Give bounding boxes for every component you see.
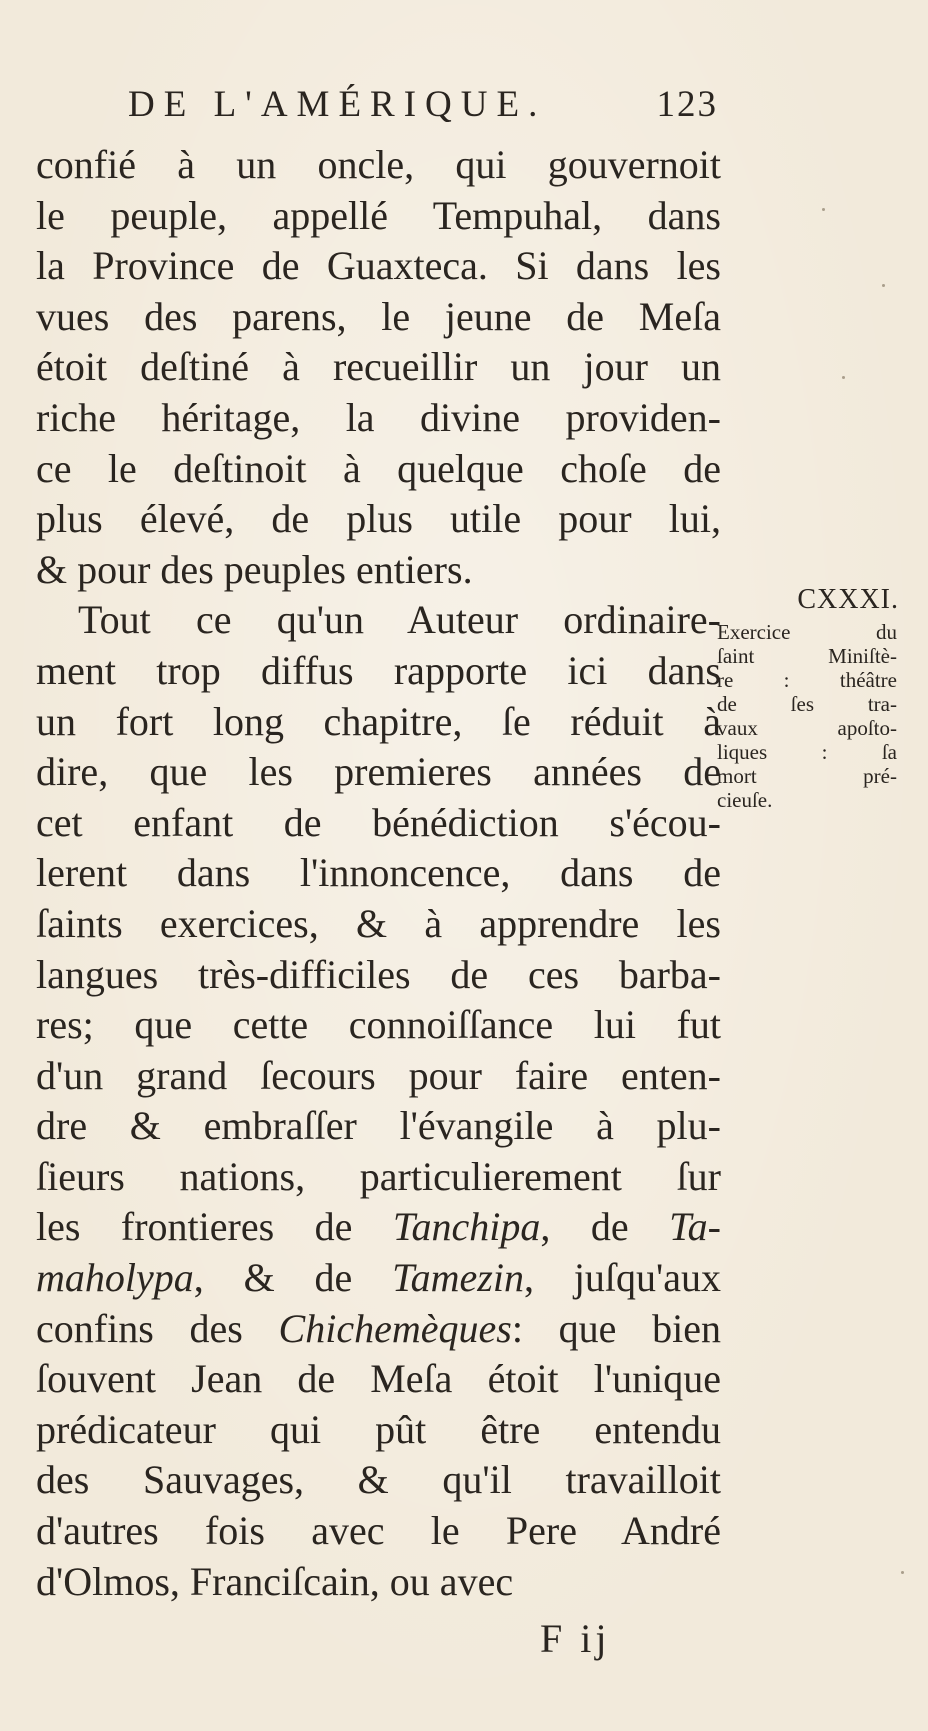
text-line bbox=[36, 1506, 721, 1557]
text-line bbox=[36, 595, 721, 646]
text-segment: étoit deſtiné à recueillir un jour un bbox=[36, 344, 721, 390]
margin-note-line: liques : ſa bbox=[717, 740, 897, 764]
text-segment: lerent dans l'innoncence, dans de bbox=[36, 850, 721, 896]
text-segment: dire, que les premieres années de bbox=[36, 749, 721, 795]
text-line bbox=[36, 899, 721, 950]
text-line bbox=[36, 697, 721, 748]
text-line bbox=[36, 241, 721, 292]
text-segment: d'autres fois avec le Pere André bbox=[36, 1508, 721, 1554]
text-line bbox=[36, 292, 721, 343]
text-segment: ce le deſtinoit à quelque choſe de bbox=[36, 445, 721, 491]
text-line bbox=[36, 646, 721, 697]
text-line bbox=[36, 950, 721, 1001]
text-line bbox=[36, 1000, 721, 1051]
text-segment: cet enfant de bénédiction s'écou- bbox=[36, 799, 721, 845]
text-line bbox=[36, 1304, 721, 1355]
text-line bbox=[36, 747, 721, 798]
text-segment: prédicateur qui pût être entendu bbox=[36, 1406, 721, 1452]
text-segment: confié à un oncle, qui gouvernoit bbox=[36, 142, 721, 187]
text-line bbox=[36, 1455, 721, 1506]
signature-mark: F ij bbox=[540, 1616, 611, 1661]
text-segment: dre & embraſſer l'évangile à plu- bbox=[36, 1103, 721, 1149]
text-segment: des Sauvages, & qu'il travailloit bbox=[36, 1457, 721, 1503]
text-line bbox=[36, 1354, 721, 1405]
margin-note-line: Exercice du bbox=[717, 620, 897, 644]
margin-note-text bbox=[717, 620, 907, 812]
margin-note-line: re : théâtre bbox=[717, 668, 897, 692]
margin-note bbox=[717, 580, 907, 812]
text-segment: plus élevé, de plus utile pour lui, bbox=[36, 496, 721, 542]
text-segment: ſouvent Jean de Meſa étoit l'unique bbox=[36, 1356, 721, 1402]
text-segment: Tout ce qu'un Auteur ordinaire- bbox=[78, 597, 721, 643]
page-number: 123 bbox=[656, 84, 718, 125]
text-segment: d'un grand ſecours pour faire enten- bbox=[36, 1052, 721, 1098]
text-line bbox=[36, 545, 721, 596]
text-segment: : que bien bbox=[511, 1305, 722, 1351]
text-segment: langues très-difficiles de ces barba- bbox=[36, 951, 721, 997]
text-segment: ſaints exercices, & à apprendre les bbox=[36, 900, 721, 946]
text-segment: ment trop diffus rapporte ici dans bbox=[36, 647, 721, 693]
text-segment: ſieurs nations, particulierement ſur bbox=[36, 1153, 721, 1199]
text-line bbox=[36, 1405, 721, 1456]
text-segment: vues des parens, le jeune de Meſa bbox=[36, 293, 721, 339]
margin-note-line: vaux apoſto- bbox=[717, 716, 897, 740]
text-line bbox=[36, 1253, 721, 1304]
text-segment: res; que cette connoiſſance lui fut bbox=[36, 1002, 721, 1048]
italic-place-name: maholypa bbox=[36, 1255, 194, 1301]
italic-place-name: Chichemèques bbox=[278, 1305, 512, 1351]
text-segment: , juſqu'aux bbox=[524, 1255, 722, 1301]
text-segment: les frontieres de bbox=[36, 1204, 393, 1250]
text-line bbox=[36, 798, 721, 849]
italic-place-name: Ta- bbox=[669, 1204, 721, 1250]
text-segment: un fort long chapitre, ſe réduit à bbox=[36, 698, 721, 744]
text-line bbox=[36, 1051, 721, 1102]
paper-speck bbox=[882, 284, 885, 287]
text-line bbox=[36, 393, 721, 444]
text-segment: , de bbox=[540, 1204, 670, 1250]
margin-note-line: cieuſe. bbox=[717, 788, 773, 812]
text-line bbox=[36, 444, 721, 495]
text-segment: le peuple, appellé Tempuhal, dans bbox=[36, 192, 721, 238]
text-line bbox=[36, 1202, 721, 1253]
text-segment: confins des bbox=[36, 1305, 279, 1351]
text-line bbox=[36, 342, 721, 393]
margin-note-number: CXXXI. bbox=[797, 584, 899, 615]
paper-speck bbox=[842, 376, 845, 379]
text-line bbox=[36, 1152, 721, 1203]
text-segment: & pour des peuples entiers. bbox=[36, 546, 473, 592]
margin-note-line: mort pré- bbox=[717, 764, 897, 788]
text-segment: riche héritage, la divine providen- bbox=[36, 394, 721, 440]
text-line bbox=[36, 140, 721, 191]
text-line bbox=[36, 848, 721, 899]
text-segment: la Province de Guaxteca. Si dans les bbox=[36, 243, 721, 289]
margin-note-line: de ſes tra- bbox=[717, 692, 897, 716]
page-header bbox=[128, 80, 718, 130]
text-line bbox=[36, 494, 721, 545]
text-line bbox=[36, 191, 721, 242]
text-line bbox=[36, 1557, 721, 1608]
paper-speck bbox=[901, 1571, 904, 1574]
italic-place-name: Tanchipa bbox=[392, 1204, 541, 1250]
text-line bbox=[36, 1101, 721, 1152]
text-segment: , & de bbox=[193, 1255, 393, 1301]
margin-note-line: ſaint Miniſtè- bbox=[717, 644, 897, 668]
italic-place-name: Tamezin bbox=[392, 1255, 524, 1301]
text-segment: d'Olmos, Franciſcain, ou avec bbox=[36, 1558, 514, 1604]
main-text-block bbox=[36, 140, 721, 1607]
running-title: DE L'AMÉRIQUE. bbox=[128, 84, 547, 125]
paper-speck bbox=[822, 208, 825, 211]
